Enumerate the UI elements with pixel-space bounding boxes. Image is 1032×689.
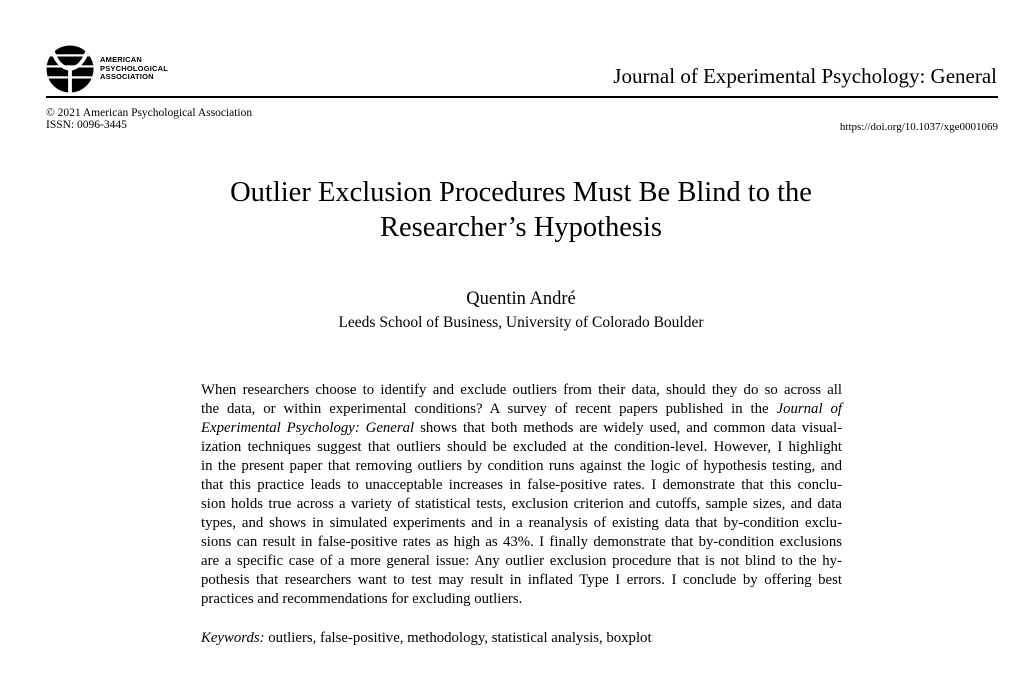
keywords-label: Keywords: [201, 630, 265, 646]
abstract-line: pothesis that researchers want to test may result in inflated Type I errors. I conclude by offering best [201, 572, 842, 588]
apa-wordmark-line: AMERICAN [100, 55, 143, 64]
abstract-line: in the present paper that removing outliers by condition runs against the logic of hypothesis testing, and [201, 458, 842, 474]
apa-wordmark [100, 56, 168, 82]
abstract-line [201, 400, 842, 419]
article-title-line: Outlier Exclusion Procedures Must Be Blind to the [230, 177, 812, 208]
journal-title: Journal of Experimental Psychology: General [613, 64, 997, 88]
abstract-line: that this practice leads to unacceptable increases in false-positive rates. I demonstrate that this conclu- [201, 477, 842, 493]
journal-name-italic: Experimental Psychology: General [201, 420, 415, 436]
apa-wordmark-line: ASSOCIATION [100, 72, 154, 82]
issn-line: ISSN: 0096-3445 [46, 119, 127, 131]
article-title [120, 175, 922, 245]
doi-link[interactable]: https://doi.org/10.1037/xge0001069 [839, 121, 998, 133]
journal-name-italic: Journal of [776, 401, 842, 417]
author-name: Quentin André [466, 289, 576, 309]
abstract-line: sion holds true across a variety of statistical tests, exclusion criterion and cutoffs, sample sizes, and data [201, 496, 842, 512]
article-title-line: Researcher’s Hypothesis [379, 212, 663, 243]
abstract-line: When researchers choose to identify and exclude outliers from their data, should they do so across all [201, 382, 842, 398]
abstract-line [201, 419, 842, 438]
abstract-line: are a specific case of a more general issue: Any outlier exclusion procedure that is not blind to the hy- [201, 553, 842, 569]
abstract [201, 381, 842, 609]
copyright-line: © 2021 American Psychological Association [46, 107, 253, 119]
keywords-list: outliers, false-positive, methodology, statistical analysis, boxplot [264, 630, 652, 646]
apa-logo-icon [46, 45, 94, 93]
abstract-line: practices and recommendations for excluding outliers. [201, 591, 523, 607]
abstract-line: ization techniques suggest that outliers should be excluded at the condition-level. However, I highlight [201, 439, 842, 455]
abstract-text: the data, or within experimental conditions? A survey of recent papers published in the [201, 401, 777, 417]
abstract-line: types, and shows in simulated experiments and in a reanalysis of existing data that by-condition exclu- [201, 515, 842, 531]
apa-wordmark-line: PSYCHOLOGICAL [100, 63, 169, 73]
header-rule [46, 96, 998, 98]
abstract-text: shows that both methods are widely used, and common data visual- [414, 420, 842, 436]
author-affiliation: Leeds School of Business, University of Colorado Boulder [338, 314, 704, 331]
copyright-block [46, 107, 252, 131]
keywords [201, 630, 652, 647]
abstract-line: sions can result in false-positive rates as high as 43%. I finally demonstrate that by-condition exclusions [201, 534, 842, 550]
